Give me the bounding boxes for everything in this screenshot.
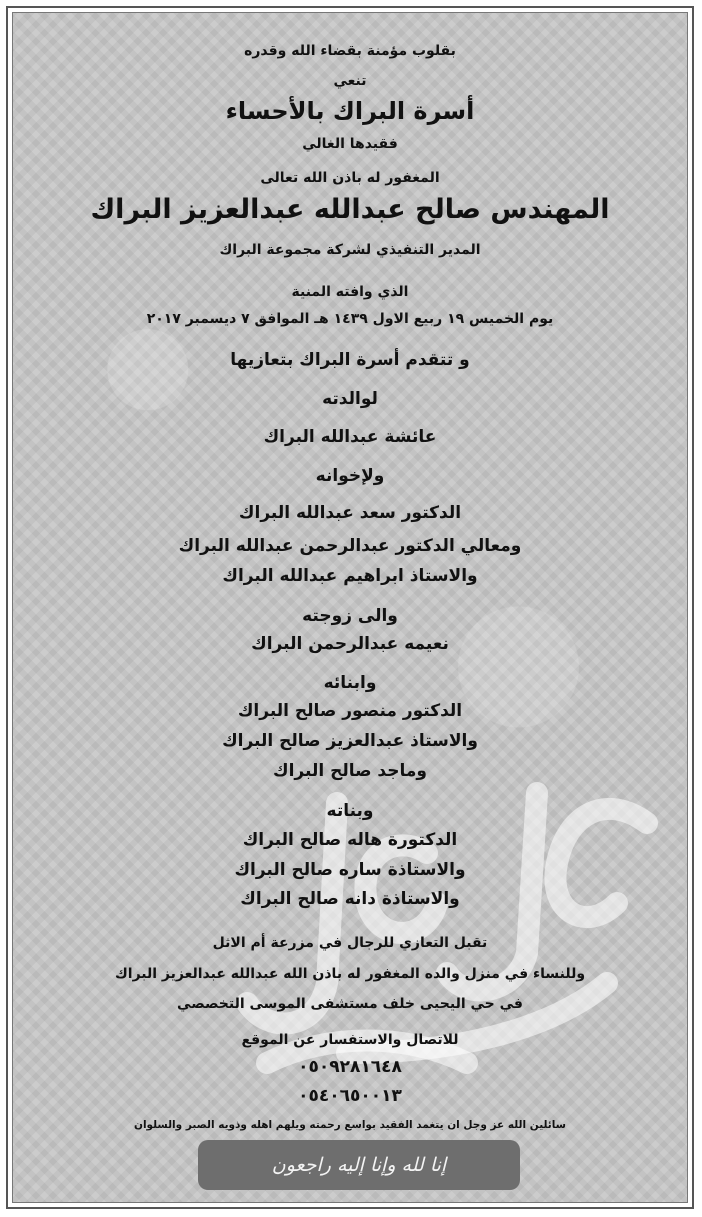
son-name: الدكتور منصور صالح البراك	[237, 701, 463, 721]
intro-text: بقلوب مؤمنة بقضاء الله وقدره	[244, 43, 456, 59]
deceased-intro: فقيدها الغالي	[302, 136, 398, 152]
passed-text: الذي وافته المنية	[291, 284, 409, 300]
notice-background	[12, 12, 688, 1203]
brother-name: الدكتور سعد عبدالله البراك	[238, 503, 462, 523]
daughter-name: الدكتورة هاله صالح البراك	[242, 830, 458, 850]
daughter-name: والاستاذة ساره صالح البراك	[234, 860, 466, 880]
mourns-text: تنعي	[333, 73, 367, 89]
sons-heading: وابنائه	[323, 673, 377, 693]
deceased-title: المدير التنفيذي لشركة مجموعة البراك	[219, 242, 481, 258]
wife-name: نعيمه عبدالرحمن البراك	[251, 634, 449, 654]
mother-heading: لوالدته	[322, 389, 378, 409]
condolence-text: و تتقدم أسرة البراك بتعازيها	[230, 350, 470, 370]
deceased-name: المهندس صالح عبدالله عبدالعزيز البراك	[90, 194, 610, 225]
wife-heading: والى زوجته	[302, 606, 398, 626]
brothers-heading: ولإخوانه	[315, 466, 385, 486]
prayer-text: المغفور له باذن الله تعالى	[260, 170, 440, 186]
notice-frame	[6, 6, 694, 1209]
family-name: أسرة البراك بالأحساء	[225, 97, 475, 125]
quran-verse-banner	[198, 1140, 520, 1190]
reception-men: تقبل التعازي للرجال في مزرعة أم الاثل	[212, 935, 488, 951]
phone-number: ٠٥٤٠٦٥٠٠١٣	[298, 1086, 402, 1106]
footer-prayer: سائلين الله عز وجل ان يتغمد الفقيد بواسع رحمته ويلهم اهله وذويه الصبر والسلوان	[134, 1119, 566, 1131]
son-name: والاستاذ عبدالعزيز صالح البراك	[222, 731, 478, 751]
brother-name: والاستاذ ابراهيم عبدالله البراك	[222, 566, 478, 586]
daughter-name: والاستاذة دانه صالح البراك	[240, 889, 460, 909]
son-name: وماجد صالح البراك	[273, 761, 427, 781]
date-text: يوم الخميس ١٩ ربيع الاول ١٤٣٩ هـ الموافق ٧ ديسمبر ٢٠١٧	[146, 311, 554, 327]
reception-women: وللنساء في منزل والده المغفور له باذن الله عبدالله عبدالعزيز البراك	[114, 966, 586, 982]
mother-name: عائشة عبدالله البراك	[263, 427, 437, 447]
phone-number: ٠٥٠٩٢٨١٦٤٨	[298, 1057, 402, 1077]
contact-label: للاتصال والاستفسار عن الموقع	[241, 1032, 459, 1048]
reception-location: في حي اليحيى خلف مستشفى الموسى التخصصي	[177, 996, 523, 1012]
brother-name: ومعالي الدكتور عبدالرحمن عبدالله البراك	[178, 536, 522, 556]
daughters-heading: وبناته	[326, 801, 374, 821]
quran-verse-text: إنا لله وإنا إليه راجعون	[271, 1154, 447, 1176]
